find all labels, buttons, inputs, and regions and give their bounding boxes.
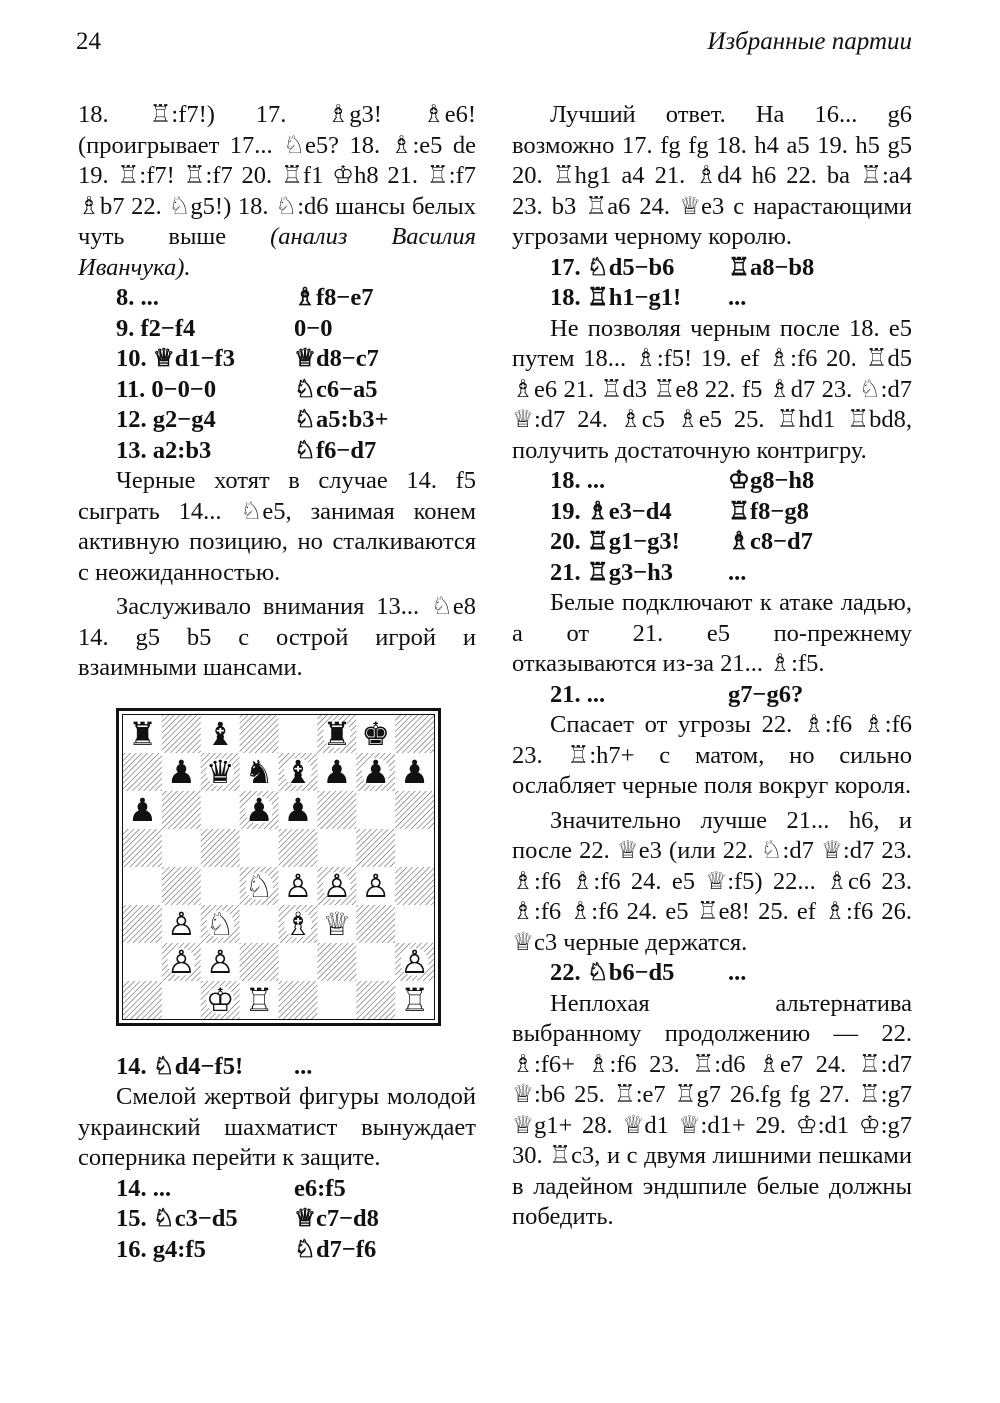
white-move: 14. ...	[116, 1174, 172, 1202]
white-move: 21. ♖g3−h3	[550, 558, 674, 586]
move-row	[512, 497, 912, 528]
white-move: 20. ♖g1−g3!	[550, 528, 680, 555]
square-a4	[123, 867, 162, 906]
square-d5	[240, 829, 279, 868]
chess-piece-b3: ♙	[166, 904, 196, 943]
white-move: 8. ...	[116, 284, 159, 311]
square-d8	[240, 715, 279, 754]
move-row	[78, 405, 476, 436]
black-move: ♔g8−h8	[728, 467, 815, 494]
chess-board	[122, 714, 435, 1020]
black-move: ♘c6−a5	[294, 375, 378, 403]
black-move: ...	[728, 959, 747, 986]
square-b4	[162, 867, 201, 906]
chess-piece-c7: ♛	[205, 752, 235, 791]
square-g2	[356, 943, 395, 982]
square-h5	[395, 829, 434, 868]
chess-piece-e4: ♙	[283, 866, 313, 905]
page-number: 24	[76, 28, 101, 55]
square-c6	[201, 791, 240, 830]
square-h6	[395, 791, 434, 830]
chess-piece-c3: ♘	[205, 904, 235, 943]
chess-piece-a6: ♟	[128, 790, 157, 829]
square-g1	[356, 981, 395, 1019]
paragraph: Спасает от угрозы 22. ♗:f6 ♗:f6 23. ♖:h7+ с матом, но сильно ослабляет черные поля вокруг короля.	[512, 711, 912, 799]
square-d3	[240, 905, 279, 944]
move-row	[78, 344, 476, 375]
black-move: ♘f6−d7	[294, 436, 377, 464]
move-list	[512, 253, 912, 314]
board-frame	[116, 708, 441, 1026]
square-e5	[279, 829, 318, 868]
chess-piece-g8: ♚	[361, 714, 391, 753]
chess-piece-c8: ♝	[205, 714, 235, 753]
square-c5	[201, 829, 240, 868]
running-title: Избранные партии	[707, 28, 912, 55]
move-row	[78, 314, 476, 345]
white-move: 15. ♘c3−d5	[116, 1205, 238, 1232]
square-a5	[123, 829, 162, 868]
move-list	[78, 283, 476, 466]
move-row	[78, 1174, 476, 1205]
chess-piece-e3: ♗	[283, 904, 313, 943]
paragraph: Смелой жертвой фигуры молодой украинский шахматист вынуждает соперника перейти к защите.	[78, 1083, 476, 1171]
paragraph: Лучший ответ. На 16... g6 возможно 17. fg fg 18. h4 a5 19. h5 g5 20. ♖hg1 a4 21. ♗d4 h6 22. ba ♖:a4 23. b3 ♖a6 24. ♕e3 с нарастающими угрозами черному королю.	[512, 101, 912, 250]
white-move: 13. a2:b3	[116, 436, 212, 464]
paragraph: Неплохая альтернатива выбранному продолжению — 22. ♗:f6+ ♗:f6 23. ♖:d6 ♗e7 24. ♖:d7 ♕:b6 25. ♖:e7 ♖g7 26.fg fg 27. ♖:g7 ♕g1+ 28. ♕d1 ♕:d1+ 29. ♔:d1 ♔:g7 30. ♖c3, и с двумя лишними пешками в ладейном эндшпиле белые должны победить.	[512, 989, 912, 1230]
square-b6	[162, 791, 201, 830]
chess-piece-a8: ♜	[128, 714, 157, 753]
chess-piece-g4: ♙	[361, 866, 391, 905]
black-move: 0−0	[294, 314, 333, 342]
chess-piece-b7: ♟	[166, 752, 196, 791]
paragraph-text: 18. ♖:f7!) 17. ♗g3! ♗e6! (проигрывает 17... ♘e5? 18. ♗:e5 de 19. ♖:f7! ♖:f7 20. ♖f1 ♔h8 21. ♖:f7 ♗b7 22. ♘g5!) 18. ♘:d6 шансы белых чуть выше	[78, 101, 476, 250]
white-move: 16. g4:f5	[116, 1235, 206, 1263]
chess-piece-f7: ♟	[322, 752, 352, 791]
black-move: ♖a8−b8	[728, 253, 815, 281]
move-row	[78, 1204, 476, 1235]
square-g5	[356, 829, 395, 868]
chess-piece-f8: ♜	[322, 714, 352, 753]
black-move: ♗f8−e7	[294, 284, 374, 311]
right-column	[512, 100, 912, 1233]
square-h3	[395, 905, 434, 944]
chess-piece-f3: ♕	[322, 904, 352, 943]
chess-piece-c1: ♔	[205, 980, 235, 1019]
white-move: 11. 0−0−0	[116, 375, 217, 403]
square-a7	[123, 753, 162, 792]
paragraph: Белые подключают к атаке ладью, а от 21. e5 по-прежнему отказываются из-за 21... ♗:f5.	[512, 589, 912, 677]
left-column	[78, 100, 476, 1265]
square-f2	[317, 943, 356, 982]
square-f5	[317, 829, 356, 868]
square-b5	[162, 829, 201, 868]
white-move: 21. ...	[550, 680, 606, 708]
square-e8	[279, 715, 318, 754]
paragraph: Не позволяя черным после 18. e5 путем 18... ♗:f5! 19. ef ♗:f6 20. ♖d5 ♗e6 21. ♖d3 ♖e8 22. f5 ♗d7 23. ♘:d7 ♕:d7 24. ♗c5 ♗e5 25. ♖hd1 ♖bd8, получить достаточную контригру.	[512, 314, 912, 464]
square-e2	[279, 943, 318, 982]
chess-piece-h2: ♙	[400, 942, 429, 981]
square-a2	[123, 943, 162, 982]
move-row	[512, 527, 912, 558]
move-row	[512, 253, 912, 284]
black-move: ...	[728, 284, 747, 311]
square-g6	[356, 791, 395, 830]
square-f1	[317, 981, 356, 1019]
move-list	[78, 1174, 476, 1266]
move-row	[512, 958, 912, 989]
chess-piece-f4: ♙	[322, 866, 352, 905]
paragraph: Черные хотят в случае 14. f5 сыграть 14... ♘e5, занимая конем активную позицию, но сталкиваются с неожиданностью.	[78, 467, 476, 586]
black-move: ♘a5:b3+	[294, 406, 389, 433]
chess-piece-c2: ♙	[205, 942, 235, 981]
move-list	[78, 1052, 476, 1083]
black-move: e6:f5	[294, 1174, 346, 1202]
square-b8	[162, 715, 201, 754]
white-move: 14. ♘d4−f5!	[116, 1052, 244, 1080]
page-header	[76, 28, 912, 64]
square-h8	[395, 715, 434, 754]
black-move: g7−g6?	[728, 680, 804, 708]
square-e1	[279, 981, 318, 1019]
white-move: 18. ...	[550, 467, 606, 494]
move-row	[512, 283, 912, 314]
white-move: 10. ♕d1−f3	[116, 345, 235, 372]
black-move: ♗c8−d7	[728, 528, 813, 555]
paragraph: Заслуживало внимания 13... ♘e8 14. g5 b5 с острой игрой и взаимными шансами.	[78, 593, 476, 681]
square-b1	[162, 981, 201, 1019]
white-move: 9. f2−f4	[116, 314, 196, 342]
square-d2	[240, 943, 279, 982]
move-row	[78, 375, 476, 406]
black-move: ...	[728, 558, 747, 586]
chess-piece-b2: ♙	[166, 942, 196, 981]
black-move: ...	[294, 1052, 313, 1080]
white-move: 12. g2−g4	[116, 406, 216, 433]
move-list	[512, 680, 912, 711]
black-move: ♕d8−c7	[294, 345, 379, 372]
white-move: 17. ♘d5−b6	[550, 253, 675, 281]
square-a1	[123, 981, 162, 1019]
move-row	[512, 558, 912, 589]
black-move: ♘d7−f6	[294, 1235, 377, 1263]
chess-piece-d4: ♘	[244, 866, 274, 905]
white-move: 18. ♖h1−g1!	[550, 284, 682, 311]
square-c4	[201, 867, 240, 906]
move-row	[78, 1052, 476, 1083]
paragraph: Значительно лучше 21... h6, и после 22. ♕e3 (или 22. ♘:d7 ♕:d7 23. ♗:f6 ♗:f6 24. e5 ♕:f5) 22... ♗c6 23. ♗:f6 ♗:f6 24. e5 ♖e8! 25. ef ♗:f6 26. ♕c3 черные держатся.	[512, 806, 912, 956]
chess-piece-d7: ♞	[244, 752, 274, 791]
move-row	[512, 466, 912, 497]
chess-piece-d1: ♖	[244, 980, 274, 1019]
board-svg	[123, 715, 434, 1019]
move-row	[78, 436, 476, 467]
square-h4	[395, 867, 434, 906]
black-move: ♕c7−d8	[294, 1205, 379, 1232]
square-g3	[356, 905, 395, 944]
white-move: 22. ♘b6−d5	[550, 959, 675, 986]
paragraph	[78, 100, 476, 283]
attribution-italic: (анализ Василия Иванчука).	[78, 223, 476, 281]
black-move: ♖f8−g8	[728, 497, 809, 525]
chess-diagram	[116, 708, 441, 1026]
chess-piece-e6: ♟	[283, 790, 313, 829]
move-list	[512, 466, 912, 588]
chess-piece-g7: ♟	[361, 752, 391, 791]
square-a3	[123, 905, 162, 944]
chess-piece-e7: ♝	[283, 752, 313, 791]
white-move: 19. ♗e3−d4	[550, 497, 672, 525]
move-row	[78, 1235, 476, 1266]
move-list	[512, 958, 912, 989]
move-row	[512, 680, 912, 711]
move-row	[78, 283, 476, 314]
chess-piece-d6: ♟	[244, 790, 274, 829]
chess-piece-h7: ♟	[400, 752, 429, 791]
chess-piece-h1: ♖	[400, 980, 429, 1019]
square-f6	[317, 791, 356, 830]
